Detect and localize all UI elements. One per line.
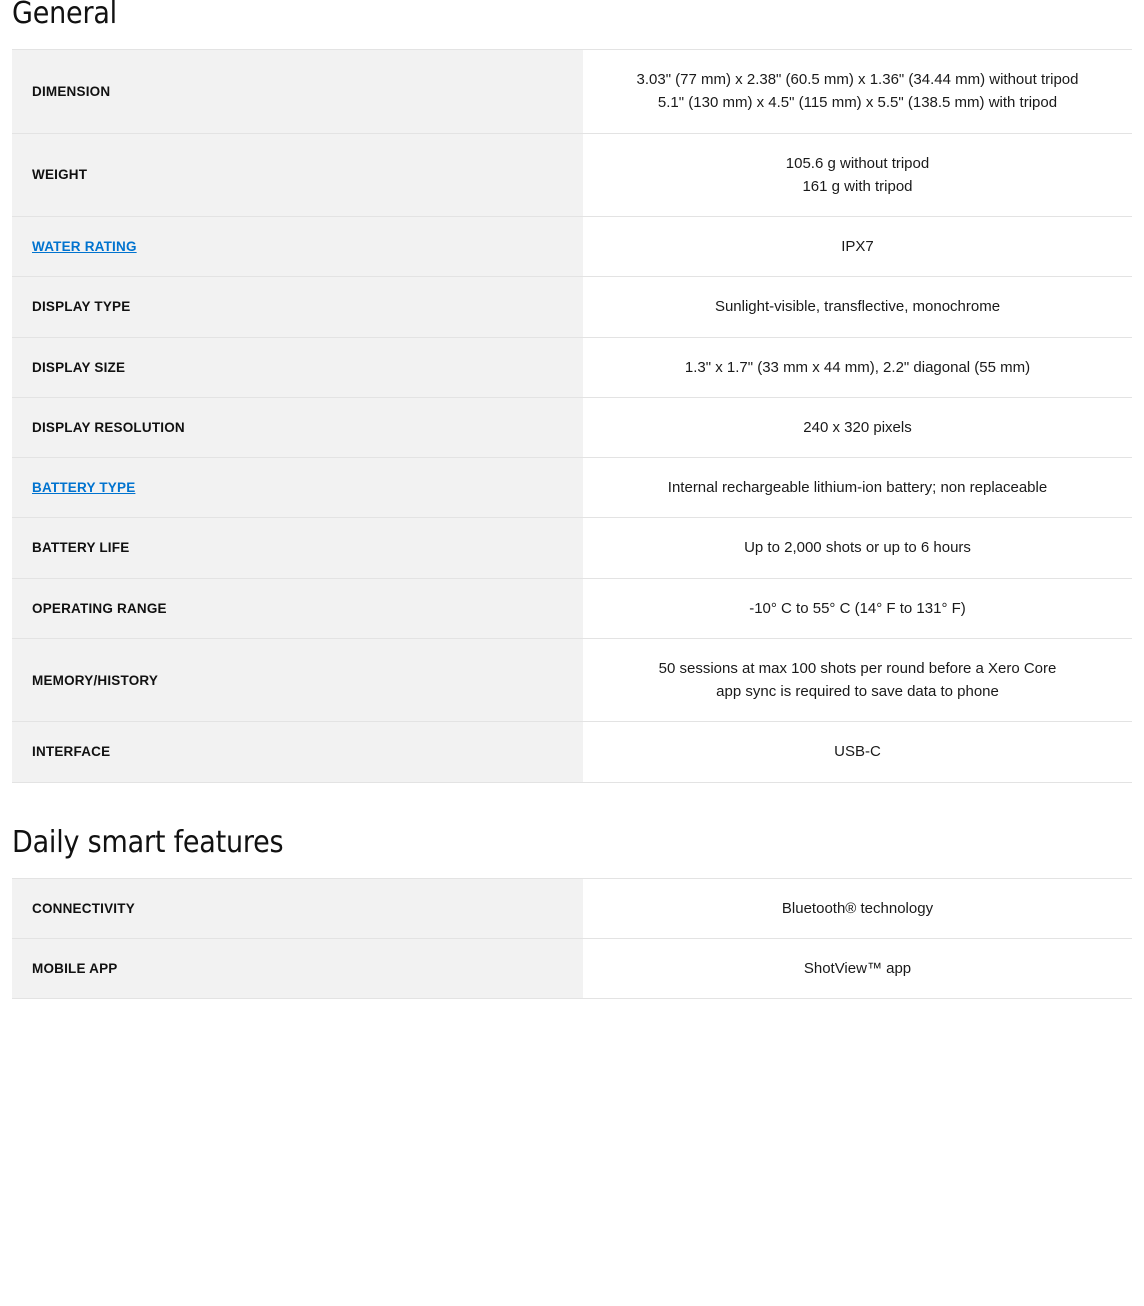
section-spacer	[12, 783, 1132, 819]
spec-value-cell	[583, 518, 1132, 578]
spec-label-cell	[12, 578, 583, 638]
table-row	[12, 938, 1132, 998]
spec-label-cell	[12, 518, 583, 578]
table-row	[12, 397, 1132, 457]
spec-value-line: 3.03" (77 mm) x 2.38" (60.5 mm) x 1.36" (34.44 mm) without tripod	[636, 71, 1079, 88]
spec-value-line: 5.1" (130 mm) x 4.5" (115 mm) x 5.5" (138.5 mm) with tripod	[657, 94, 1058, 112]
table-row	[12, 277, 1132, 337]
spec-label: INTERFACE	[32, 744, 111, 760]
spec-label-cell	[12, 277, 583, 337]
spec-value-line: IPX7	[841, 238, 874, 255]
spec-value-cell	[583, 133, 1132, 217]
spec-value-line: Up to 2,000 shots or up to 6 hours	[744, 539, 971, 557]
table-row	[12, 518, 1132, 578]
daily-smart-features-spec-rows	[12, 878, 1132, 999]
spec-value-cell	[583, 458, 1132, 518]
spec-value-line: 240 x 320 pixels	[803, 418, 912, 436]
spec-label: MOBILE APP	[32, 960, 118, 976]
daily-smart-features-spec-table	[12, 878, 1132, 1000]
table-row	[12, 638, 1132, 722]
spec-value-cell	[583, 722, 1132, 782]
spec-label-link[interactable]: WATER RATING	[32, 239, 137, 255]
spec-label: DISPLAY RESOLUTION	[32, 419, 185, 435]
spec-label-cell	[12, 458, 583, 518]
spec-label-cell	[12, 938, 583, 998]
spec-value-cell	[583, 638, 1132, 722]
spec-value-cell	[583, 277, 1132, 337]
spec-value-line: ShotView™ app	[803, 959, 912, 977]
table-row	[12, 458, 1132, 518]
spec-value-line: app sync is required to save data to phone	[716, 683, 999, 700]
table-row	[12, 878, 1132, 938]
spec-label: DISPLAY TYPE	[32, 299, 131, 315]
spec-label-cell	[12, 50, 583, 134]
spec-value-cell	[583, 50, 1132, 134]
section-title-general: General	[12, 0, 117, 31]
spec-label: BATTERY LIFE	[32, 540, 130, 556]
spec-label: CONNECTIVITY	[32, 900, 135, 916]
spec-value-line: Internal rechargeable lithium-ion battery; non replaceable	[667, 479, 1048, 496]
section-title-daily-smart-features: Daily smart features	[12, 824, 284, 860]
spec-value-line: 50 sessions at max 100 shots per round before a Xero Core	[658, 659, 1057, 677]
spec-label-cell	[12, 133, 583, 217]
general-spec-rows	[12, 50, 1132, 783]
spec-label-cell	[12, 878, 583, 938]
spec-label: OPERATING RANGE	[32, 600, 167, 616]
spec-value-line: 161 g with tripod	[802, 177, 913, 195]
table-row	[12, 578, 1132, 638]
spec-label: WEIGHT	[32, 167, 88, 183]
spec-label-cell	[12, 638, 583, 722]
spec-value-line: Sunlight-visible, transflective, monochrome	[714, 298, 1001, 316]
spec-label: DIMENSION	[32, 83, 111, 99]
spec-label-cell	[12, 217, 583, 277]
table-row	[12, 133, 1132, 217]
table-row	[12, 217, 1132, 277]
spec-value-cell	[583, 337, 1132, 397]
spec-value-cell	[583, 938, 1132, 998]
table-row	[12, 337, 1132, 397]
spec-value-line: -10° C to 55° C (14° F to 131° F)	[749, 599, 966, 617]
table-row	[12, 722, 1132, 782]
spec-label-link[interactable]: BATTERY TYPE	[32, 480, 136, 496]
spec-value-line: Bluetooth® technology	[781, 899, 934, 917]
general-spec-table	[12, 49, 1132, 783]
spec-label-cell	[12, 337, 583, 397]
spec-value-cell	[583, 878, 1132, 938]
spec-label-cell	[12, 397, 583, 457]
spec-label-cell	[12, 722, 583, 782]
spec-value-cell	[583, 217, 1132, 277]
spec-value-line: 1.3" x 1.7" (33 mm x 44 mm), 2.2" diagonal (55 mm)	[684, 358, 1031, 376]
spec-value-cell	[583, 397, 1132, 457]
spec-value-cell	[583, 578, 1132, 638]
spec-label: MEMORY/HISTORY	[32, 672, 159, 688]
table-row	[12, 50, 1132, 134]
spec-value-line: USB-C	[834, 743, 881, 761]
spec-value-line: 105.6 g without tripod	[785, 154, 930, 172]
spec-label: DISPLAY SIZE	[32, 359, 126, 375]
